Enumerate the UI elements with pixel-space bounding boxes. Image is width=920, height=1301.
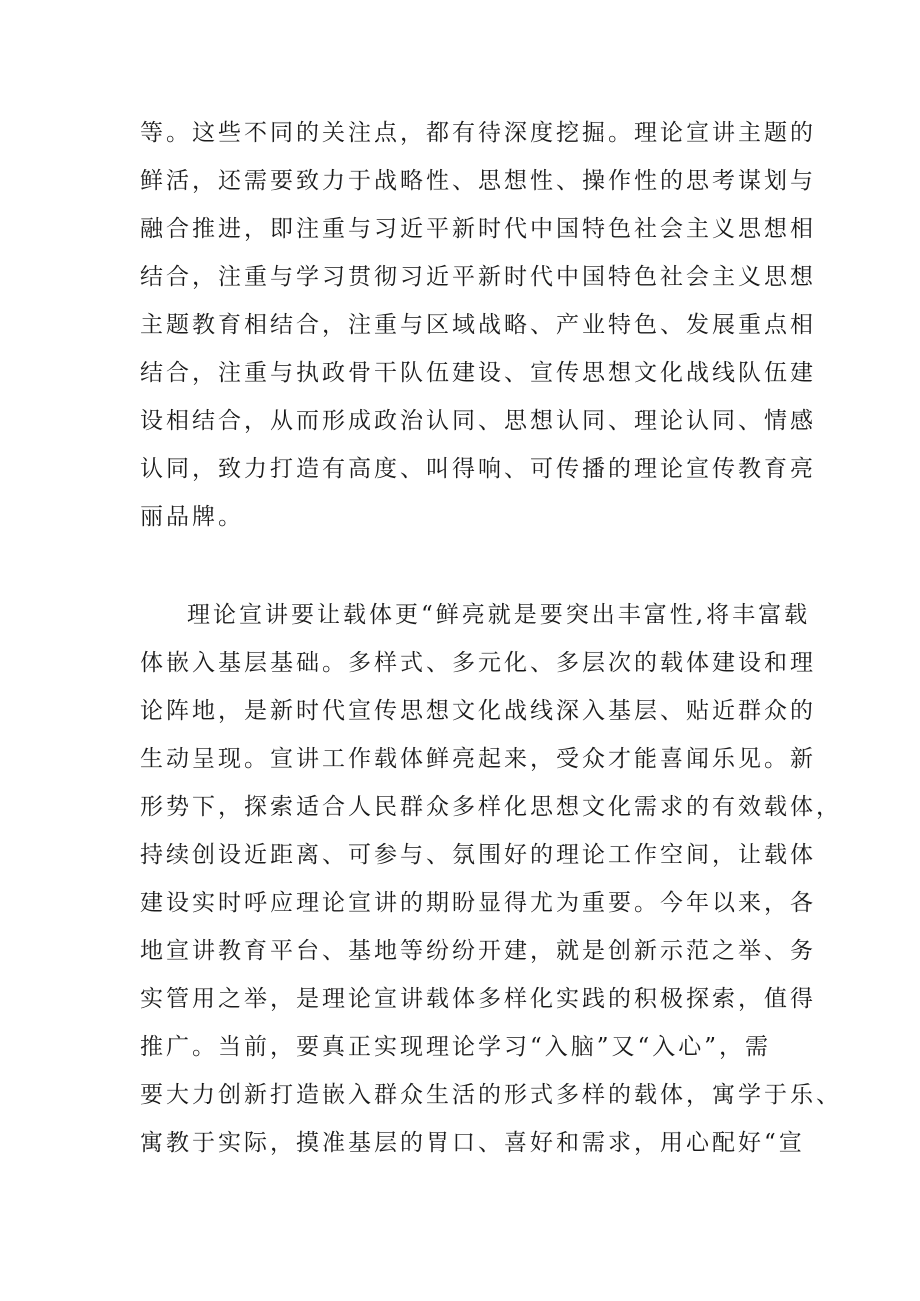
text-line: 建设实时呼应理论宣讲的期盼显得尤为重要。今年以来，各 — [140, 890, 816, 916]
text-line: 等。这些不同的关注点，都有待深度挖掘。理论宣讲主题的 — [140, 120, 816, 146]
text-line: 丽品牌。 — [140, 504, 244, 530]
text-line: 鲜活，还需要致力于战略性、思想性、操作性的思考谋划与 — [140, 168, 816, 194]
text-line: 生动呈现。宣讲工作载体鲜亮起来，受众才能喜闻乐见。新 — [140, 746, 816, 772]
text-line: 结合，注重与学习贯彻习近平新时代中国特色社会主义思想 — [140, 264, 816, 290]
text-line: 结合，注重与执政骨干队伍建设、宣传思想文化战线队伍建 — [140, 360, 816, 386]
text-line: 持续创设近距离、可参与、氛围好的理论工作空间，让载体 — [140, 842, 816, 868]
text-line: 要大力创新打造嵌入群众生活的形式多样的载体，寓学于乐、 — [140, 1082, 842, 1108]
text-line: 认同，致力打造有高度、叫得响、可传播的理论宣传教育亮 — [140, 456, 816, 482]
text-line: 寓教于实际，摸准基层的胃口、喜好和需求，用心配好“宣 — [140, 1130, 805, 1156]
text-line: 设相结合，从而形成政治认同、思想认同、理论认同、情感 — [140, 408, 816, 434]
text-line: 理论宣讲要让载体更“鲜亮就是要突出丰富性,将丰富载 — [187, 602, 811, 628]
text-line: 融合推进，即注重与习近平新时代中国特色社会主义思想相 — [140, 216, 816, 242]
text-line: 体嵌入基层基础。多样式、多元化、多层次的载体建设和理 — [140, 650, 816, 676]
text-line: 形势下，探索适合人民群众多样化思想文化需求的有效载体， — [140, 794, 842, 820]
text-line: 主题教育相结合，注重与区域战略、产业特色、发展重点相 — [140, 312, 816, 338]
text-line: 论阵地，是新时代宣传思想文化战线深入基层、贴近群众的 — [140, 698, 816, 724]
text-line: 推广。当前，要真正实现理论学习“入脑”又“入心”，需 — [140, 1034, 772, 1060]
text-line: 地宣讲教育平台、基地等纷纷开建，就是创新示范之举、务 — [140, 938, 816, 964]
text-line: 实管用之举，是理论宣讲载体多样化实践的积极探索，值得 — [140, 986, 816, 1012]
